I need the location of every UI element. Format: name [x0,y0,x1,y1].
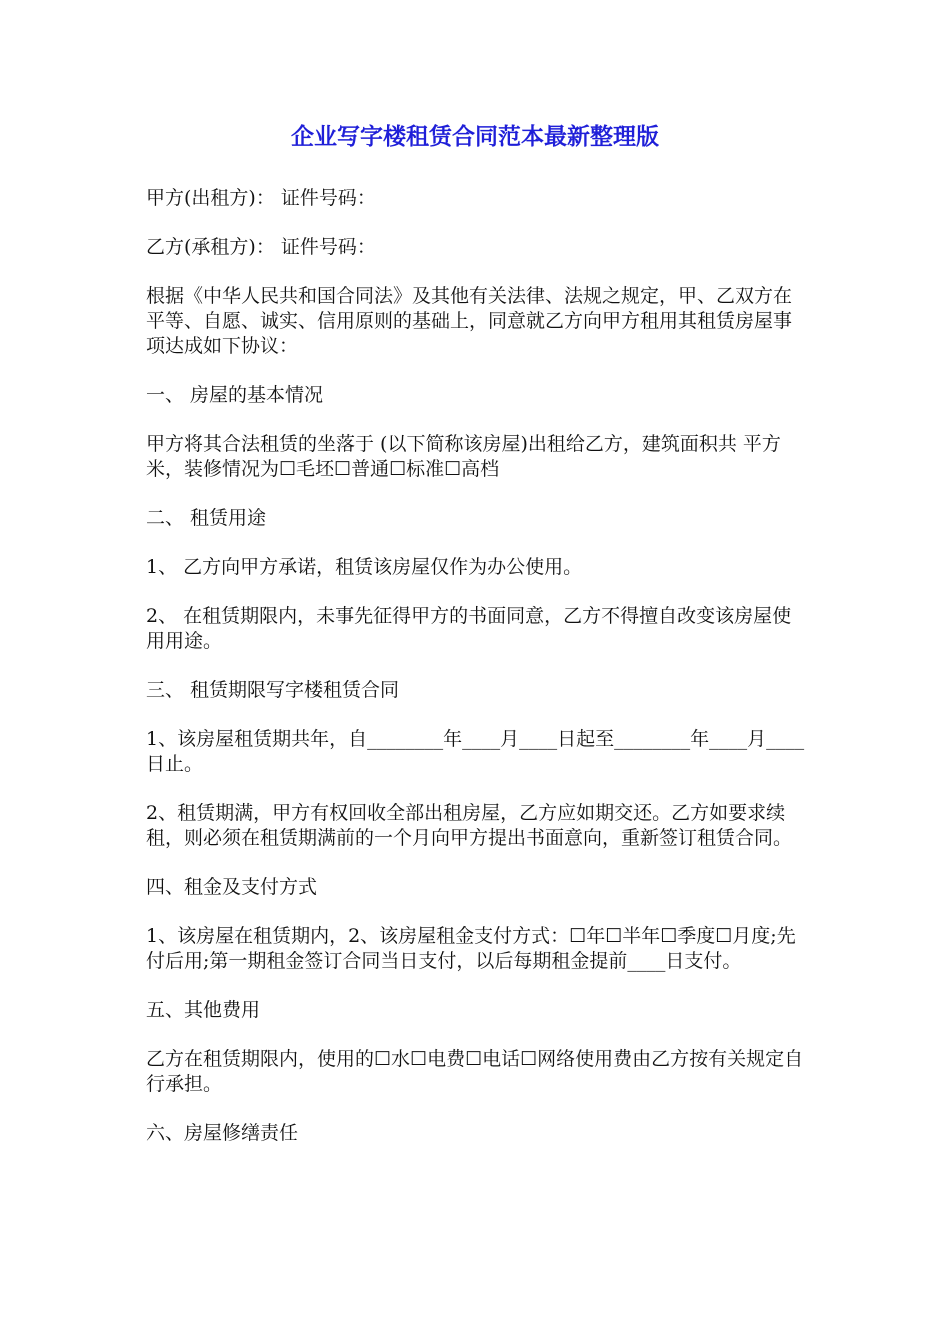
rent-clause-1: 1、该房屋在租赁期内，2、该房屋租金支付方式：☐年☐半年☐季度☐月度;先付后用;第一期租金签订合同当日支付，以后每期租金提前____日支付。 [146,925,796,972]
usage-clause-1: 1、 乙方向甲方承诺，租赁该房屋仅作为办公使用。 [146,556,583,578]
usage-clause-2: 2、 在租赁期限内，未事先征得甲方的书面同意，乙方不得擅自改变该房屋使用用途。 [146,605,792,652]
party-a-line: 甲方(出租方)： 证件号码： [146,187,376,209]
section-heading-2: 二、 租赁用途 [146,507,267,529]
party-b-line: 乙方(承租方)： 证件号码： [146,236,376,258]
term-clause-2: 2、租赁期满，甲方有权回收全部出租房屋，乙方应如期交还。乙方如要求续租，则必须在租赁期满前的一个月向甲方提出书面意向，重新签订租赁合同。 [146,802,793,849]
document-title: 企业写字楼租赁合同范本最新整理版 [291,124,659,150]
section-heading-5: 五、其他费用 [146,999,261,1021]
property-description-paragraph: 甲方将其合法租赁的坐落于 (以下简称该房屋)出租给乙方，建筑面积共 平方米，装修情况为☐毛坯☐普通☐标准☐高档 [146,433,781,480]
section-heading-3: 三、 租赁期限写字楼租赁合同 [146,679,400,701]
other-fees-clause: 乙方在租赁期限内，使用的☐水☐电费☐电话☐网络使用费由乙方按有关规定自行承担。 [146,1048,804,1095]
section-heading-1: 一、 房屋的基本情况 [146,384,324,406]
section-heading-6: 六、房屋修缮责任 [146,1122,299,1144]
term-clause-1: 1、该房屋租赁期共年，自________年____月____日起至________年____月____日止。 [146,728,805,775]
section-heading-4: 四、租金及支付方式 [146,876,318,898]
document-body [146,186,810,1170]
preamble-paragraph: 根据《中华人民共和国合同法》及其他有关法律、法规之规定，甲、乙双方在平等、自愿、诚实、信用原则的基础上，同意就乙方向甲方租用其租赁房屋事项达成如下协议： [146,285,793,357]
